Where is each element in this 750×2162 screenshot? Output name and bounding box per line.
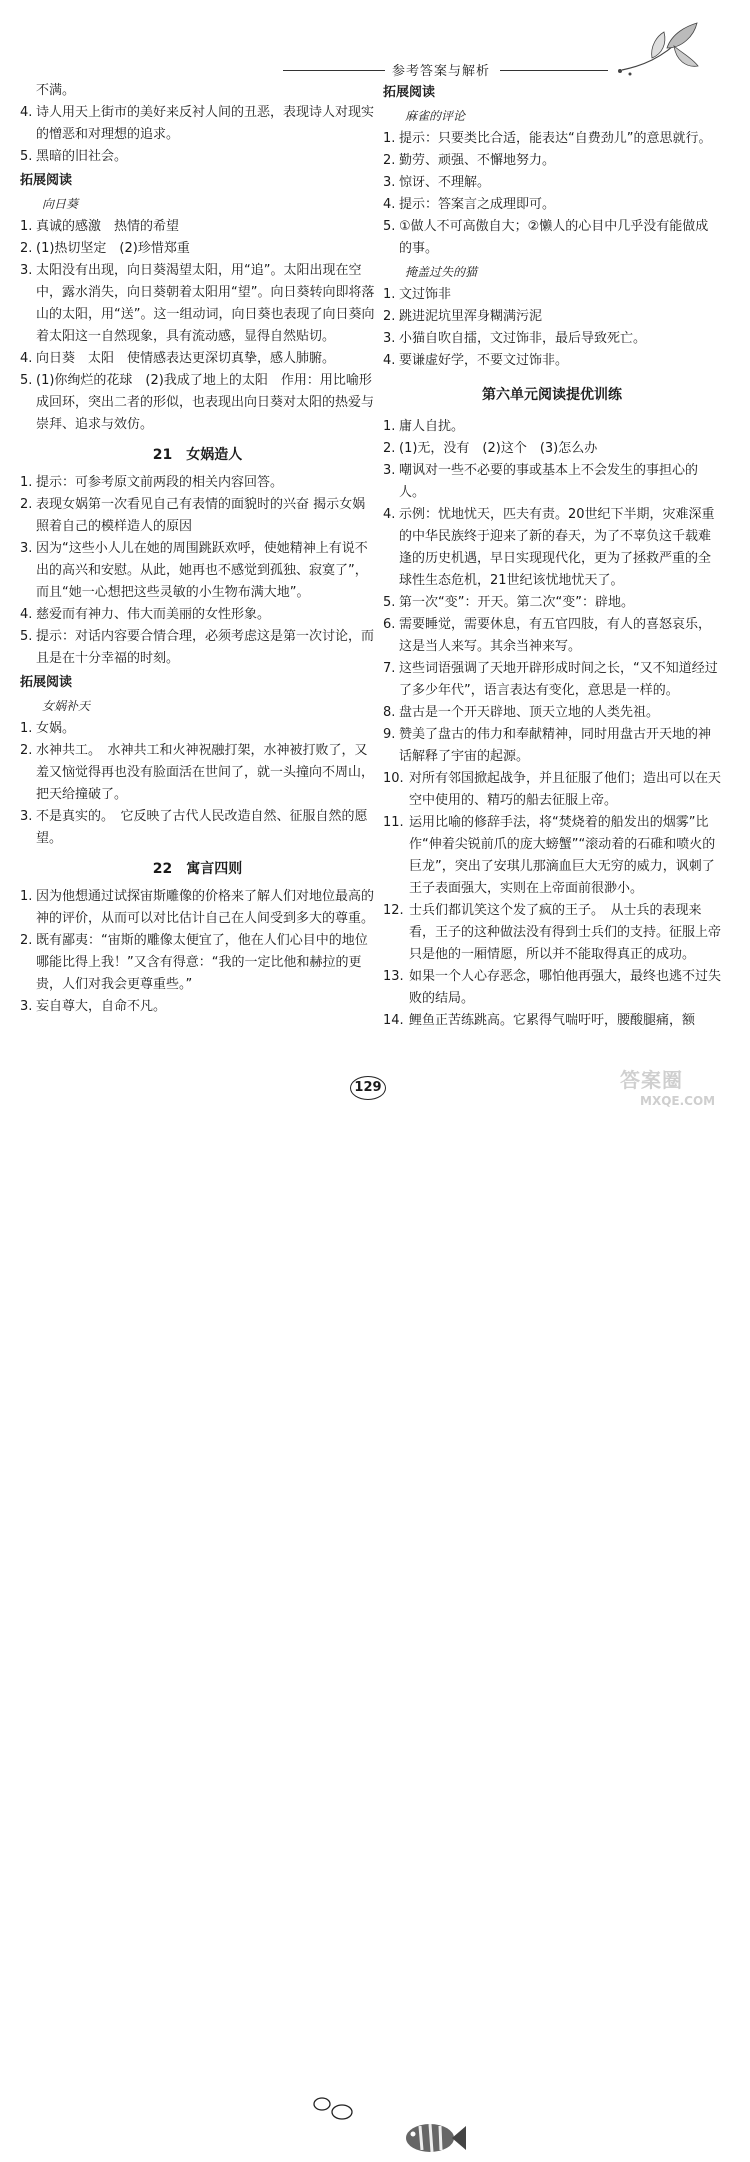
- item-number: 1.: [383, 287, 396, 302]
- item-text: 勤劳、顽强、不懈地努力。: [399, 153, 556, 168]
- lesson-heading: 21 女娲造人: [152, 447, 243, 463]
- answer-item: [20, 260, 375, 348]
- item-text: 运用比喻的修辞手法，将“焚烧着的船发出的烟雾”比作“伸着尖锐前爪的庞大螃蟹”“滚动着的石碓和喷火的巨龙”，突出了安琪儿那滴血巨大无穷的威力，讽刺了王子表面强大，实则在上帝面前很渺小。: [409, 815, 716, 896]
- item-text: 对所有邻国掀起战争，并且征服了他们；造出可以在天空中使用的、精巧的船去征服上帝。: [409, 771, 722, 808]
- item-number: 5.: [20, 149, 33, 164]
- item-number: 5.: [20, 373, 33, 388]
- item-text: (1)你绚烂的花球 (2)我成了地上的太阳 作用：用比喻形成回环，突出二者的形似，也表现出向日葵对太阳的热爱与崇拜、追求与效仿。: [36, 373, 375, 432]
- header-rule-left: [283, 70, 385, 71]
- lesson-heading: 22 寓言四则: [152, 861, 243, 877]
- answer-item: [20, 806, 375, 850]
- answer-item: [383, 216, 721, 260]
- answer-item: [383, 150, 721, 172]
- item-number: 14.: [383, 1013, 404, 1028]
- right-column: [383, 80, 721, 1032]
- item-text: 妄自尊大，自命不凡。: [36, 999, 167, 1014]
- answer-item: [383, 416, 721, 438]
- answer-item: [383, 328, 721, 350]
- answer-item: [383, 702, 721, 724]
- item-number: 2.: [20, 743, 33, 758]
- item-number: 1.: [20, 721, 33, 736]
- item-number: 4.: [20, 105, 33, 120]
- item-text: 诗人用天上街市的美好来反衬人间的丑恶，表现诗人对现实的憎恶和对理想的追求。: [36, 105, 375, 142]
- item-text: 提示：只要类比合适，能表达“自费劲儿”的意思就行。: [399, 131, 712, 146]
- item-number: 5.: [383, 595, 396, 610]
- item-number: 2.: [383, 441, 396, 456]
- item-text: 提示：可参考原文前两段的相关内容回答。: [36, 475, 284, 490]
- answer-item: [383, 658, 721, 702]
- answer-item: [20, 886, 375, 930]
- item-number: 2.: [20, 241, 33, 256]
- item-number: 3.: [20, 809, 33, 824]
- bubble-decoration-icon: [308, 2090, 368, 2130]
- fish-icon: [398, 2112, 468, 2162]
- item-number: 1.: [20, 219, 33, 234]
- item-number: 8.: [383, 705, 396, 720]
- answer-item: [383, 900, 721, 966]
- item-text: 如果一个人心存恶念，哪怕他再强大，最终也逃不过失败的结局。: [409, 969, 722, 1006]
- answer-item: [20, 80, 375, 102]
- answer-item: [383, 504, 721, 592]
- item-number: 5.: [20, 629, 33, 644]
- unit-heading: 第六单元阅读提优训练: [482, 387, 622, 403]
- item-text: 女娲。: [36, 721, 76, 736]
- item-text: 不是真实的。 它反映了古代人民改造自然、征服自然的愿望。: [36, 809, 368, 846]
- item-number: 11.: [383, 815, 404, 830]
- item-number: 3.: [383, 331, 396, 346]
- answer-item: [383, 306, 721, 328]
- article-subtitle: 女娲补天: [42, 699, 91, 713]
- answer-item: [20, 930, 375, 996]
- item-number: 1.: [20, 475, 33, 490]
- item-text: 提示：对话内容要合情合理，必须考虑这是第一次讨论，而且是在十分幸福的时刻。: [36, 629, 375, 666]
- answer-item: [20, 626, 375, 670]
- item-number: 2.: [20, 933, 33, 948]
- item-text: 惊讶、不理解。: [399, 175, 491, 190]
- item-text: (1)热切坚定 (2)珍惜郑重: [36, 241, 190, 256]
- item-number: 3.: [383, 175, 396, 190]
- item-number: 13.: [383, 969, 404, 984]
- watermark: 答案圈: [620, 1068, 683, 1092]
- answer-item: [383, 284, 721, 306]
- item-text: 因为“这些小人儿在她的周围跳跃欢呼，使她精神上有说不出的高兴和安慰。从此，她再也不感觉到孤独、寂寞了”，而且“她一心想把这些灵敏的小生物布满大地”。: [36, 541, 368, 600]
- item-text: 不满。: [36, 83, 76, 98]
- header-rule-right: [500, 70, 608, 71]
- item-text: 既有鄙夷：“宙斯的雕像太便宜了，他在人们心目中的地位哪能比得上我！”又含有得意：“我的一定比他和赫拉的更贵，人们对我会更尊重些。”: [36, 933, 368, 992]
- item-number: 10.: [383, 771, 404, 786]
- answer-item: [20, 494, 375, 538]
- item-number: 6.: [383, 617, 396, 632]
- article-subtitle: 掩盖过失的猫: [405, 265, 478, 279]
- item-text: 这些词语强调了天地开辟形成时间之长，“又不知道经过了多少年代”，语言表达有变化，意思是一样的。: [399, 661, 718, 698]
- item-number: 7.: [383, 661, 396, 676]
- section-heading: 拓展阅读: [20, 675, 73, 690]
- answer-item: [20, 216, 375, 238]
- leaf-decoration-icon: [612, 18, 702, 83]
- item-number: 4.: [383, 507, 396, 522]
- item-text: (1)无，没有 (2)这个 (3)怎么办: [399, 441, 598, 456]
- answer-item: [20, 348, 375, 370]
- item-text: ①做人不可高傲自大；②懒人的心目中几乎没有能做成的事。: [399, 219, 709, 256]
- page-header: [0, 0, 750, 90]
- answer-item: [383, 768, 721, 812]
- item-text: 士兵们都讥笑这个发了疯的王子。 从士兵的表现来看，王子的这种做法没有得到士兵们的支持。征服上帝只是他的一厢情愿，所以并不能取得真正的成功。: [409, 903, 722, 962]
- item-number: 5.: [383, 219, 396, 234]
- answer-item: [383, 438, 721, 460]
- header-title: 参考答案与解析: [392, 64, 491, 79]
- answer-item: [383, 614, 721, 658]
- answer-item: [383, 812, 721, 900]
- item-text: 水神共工。 水神共工和火神祝融打架，水神被打败了，又羞又恼觉得再也没有脸面活在世间了，就一头撞向不周山，把天给撞破了。: [36, 743, 375, 802]
- article-subtitle: 向日葵: [42, 197, 79, 211]
- answer-item: [383, 966, 721, 1010]
- item-text: 黑暗的旧社会。: [36, 149, 128, 164]
- item-text: 需要睡觉，需要休息，有五官四肢，有人的喜怒哀乐，这是当人来写。其余当神来写。: [399, 617, 712, 654]
- item-number: 4.: [20, 351, 33, 366]
- answer-item: [20, 604, 375, 626]
- watermark-site: MXQE.COM: [640, 1094, 716, 1108]
- item-text: 跳进泥坑里浑身糊满污泥: [399, 309, 543, 324]
- item-text: 慈爱而有神力、伟大而美丽的女性形象。: [36, 607, 271, 622]
- page-number: 129: [350, 1076, 386, 1100]
- item-text: 盘古是一个开天辟地、顶天立地的人类先祖。: [399, 705, 660, 720]
- item-number: 2.: [383, 153, 396, 168]
- item-text: 鲤鱼正苦练跳高。它累得气喘吁吁，腰酸腿痛，额: [409, 1013, 696, 1028]
- item-text: 小猫自吹自擂，文过饰非，最后导致死亡。: [399, 331, 647, 346]
- item-number: 2.: [20, 497, 33, 512]
- item-number: 1.: [383, 419, 396, 434]
- answer-item: [383, 460, 721, 504]
- answer-item: [383, 128, 721, 150]
- answer-item: [383, 724, 721, 768]
- item-text: 表现女娲第一次看见自己有表情的面貌时的兴奋 揭示女娲照着自己的模样造人的原因: [36, 497, 366, 534]
- answer-item: [20, 238, 375, 260]
- answer-item: [383, 172, 721, 194]
- answer-item: [20, 370, 375, 436]
- item-number: 1.: [20, 889, 33, 904]
- answer-item: [20, 740, 375, 806]
- item-text: 第一次“变”：开天。第二次“变”：辟地。: [399, 595, 634, 610]
- item-text: 嘲讽对一些不必要的事或基本上不会发生的事担心的人。: [399, 463, 699, 500]
- answer-item: [383, 194, 721, 216]
- item-text: 太阳没有出现，向日葵渴望太阳，用“追”。太阳出现在空中，露水消失，向日葵朝着太阳用“望”。向日葵转向即将落山的太阳，用“送”。这一组动词，向日葵也表现了向日葵向着太阳这一自然现象，具有流动感，显得自然贴切。: [36, 263, 375, 344]
- item-number: 12.: [383, 903, 404, 918]
- item-text: 示例：忧地忧天，匹夫有责。20世纪下半期，灾难深重的中华民族终于迎来了新的春天，为了不辜负这千载难逢的历史机遇，早日实现现代化，更为了拯救严重的全球性生态危机，21世纪该忧地忧天了。: [399, 507, 715, 588]
- item-number: 9.: [383, 727, 396, 742]
- answer-item: [383, 350, 721, 372]
- answer-item: [20, 146, 375, 168]
- item-text: 赞美了盘古的伟力和奉献精神，同时用盘古开天地的神话解释了宇宙的起源。: [399, 727, 712, 764]
- item-number: 3.: [20, 541, 33, 556]
- item-number: 3.: [383, 463, 396, 478]
- item-text: 文过饰非: [399, 287, 452, 302]
- left-column: [20, 80, 375, 1018]
- item-number: 1.: [383, 131, 396, 146]
- answer-item: [20, 102, 375, 146]
- section-heading: 拓展阅读: [20, 173, 73, 188]
- item-number: 2.: [383, 309, 396, 324]
- item-text: 真诚的感激 热情的希望: [36, 219, 180, 234]
- item-number: 4.: [383, 197, 396, 212]
- item-text: 因为他想通过试探宙斯雕像的价格来了解人们对地位最高的神的评价，从而可以对比估计自己在人间受到多大的尊重。: [36, 889, 375, 926]
- item-text: 向日葵 太阳 使情感表达更深切真挚，感人肺腑。: [36, 351, 336, 366]
- item-text: 提示：答案言之成理即可。: [399, 197, 556, 212]
- item-number: 4.: [20, 607, 33, 622]
- answer-item: [20, 538, 375, 604]
- item-number: 3.: [20, 263, 33, 278]
- item-number: 3.: [20, 999, 33, 1014]
- item-number: 4.: [383, 353, 396, 368]
- answer-item: [20, 996, 375, 1018]
- item-text: 庸人自扰。: [399, 419, 465, 434]
- answer-item: [383, 592, 721, 614]
- answer-item: [383, 1010, 721, 1032]
- item-text: 要谦虚好学，不要文过饰非。: [399, 353, 569, 368]
- article-subtitle: 麻雀的评论: [405, 109, 466, 123]
- section-heading: 拓展阅读: [383, 85, 436, 100]
- answer-item: [20, 472, 375, 494]
- answer-item: [20, 718, 375, 740]
